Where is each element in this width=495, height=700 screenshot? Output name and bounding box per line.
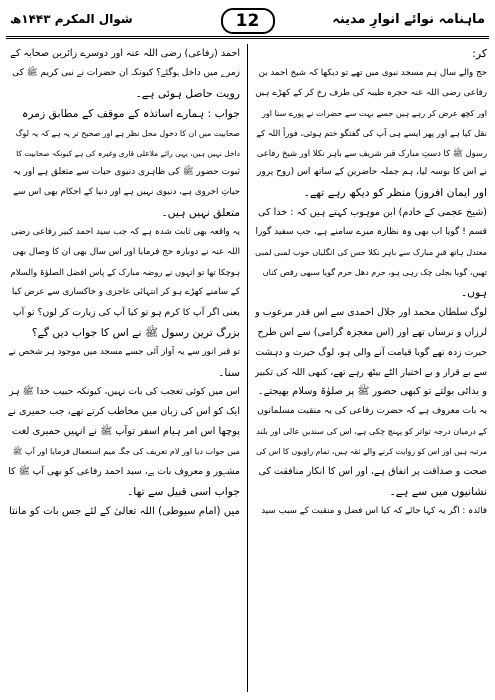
- text-line: اور ایمان افروز) منظر کو دیکھ رہے تھے۔: [303, 186, 487, 200]
- text-line: سے بے قرار و بے اختیار الٹے بیٹھ رہے تھے، کبھی اللہ کی تکبیر: [255, 366, 487, 378]
- text-line: یعنی اگر آپ کا کرم ہو تو کیا آپ کی زیارت کر لوں؟ تو آپ: [12, 306, 240, 318]
- text-line: کے سامنے کھڑے ہو کر انتہائی عاجزی و خاکساری سے عرض کیا: [11, 286, 240, 297]
- issue-date: شوال المکرم ۱۴۴۳ھ: [10, 12, 133, 26]
- text-line: فائدہ : اگر یہ کہا جائے کہ کیا اس فضل و منقبت کے سبب سید: [261, 505, 487, 516]
- column-divider: [247, 44, 248, 692]
- text-line: صحت و صداقت پر اتفاق ہے، اور اس کا انکار منافقت کی: [258, 466, 487, 478]
- text-line: ہوچکا تھا تو انہوں نے روضہ مبارک کے پاس افضل الصلوٰۃ والسلام: [10, 266, 240, 277]
- text-line: لرزاں و ترساں تھے اور (اس معجزہ گرامی) سے اس طرح: [257, 326, 487, 338]
- text-line: اللہ عنہ نے دوبارہ حج فرمایا اور اس سال بھی ان کا وصال بھی: [12, 247, 240, 258]
- text-line: میں جواب دیا اور لام تعریف کی جگہ میم استعمال فرمایا اور آپ ﷺ: [12, 446, 240, 457]
- text-line: قسم ! گویا اب بھی وہ نظارہ میرے سامنے ہے، جب سفید گورا: [255, 227, 487, 238]
- text-line: ثبوت حضور ﷺ کی ظاہری دنیوی حیات سے متعلق ہے اور یہ: [12, 167, 240, 178]
- text-line: متعلق نہیں ہیں۔: [161, 206, 240, 220]
- text-line: یہ بات معروف ہے کہ حضرت رفاعی کی یہ منقبت مسلمانوں: [257, 406, 487, 417]
- text-line: حیاتِ اخروی ہے، دنیوی نہیں ہے اور دنیا کے احکام بھی اس سے: [13, 187, 240, 198]
- text-line: ہوں۔: [460, 285, 487, 299]
- text-line: میں (امام سیوطی) اللہ تعالیٰ کے لئے جس بات کو مانتا: [9, 505, 240, 517]
- text-line: تو قبر انور سے یہ آواز آئی جسے مسجد میں موجود ہر شخص نے: [8, 346, 240, 357]
- text-line: بزرگ ترین رسول ﷺ نے اس کا جواب دیں گے؟: [31, 325, 240, 339]
- page-header: [6, 6, 489, 39]
- text-line: کے درمیان درجہ تواتر کو پہنچ چکی ہے، اس کی سندیں عالی اور بلند: [256, 426, 487, 437]
- text-line: مشہور و معروف بات ہے، سید احمد رفاعی کو بھی آپ ﷺ کا: [8, 466, 240, 478]
- text-line: (شیخ عجمی کے خادم) ابن موہوب کہتے ہیں کہ : خدا کی: [258, 207, 487, 219]
- text-line: یہ واقعہ بھی ثابت شدہ ہے کہ جب سید احمد کبیر رفاعی رضی: [11, 227, 240, 238]
- left-column: [8, 44, 240, 692]
- text-line: صحابیت میں ان کا دخول محل نظر ہے اور صحیح تر یہ ہے کہ یہ لوگ: [15, 128, 240, 138]
- text-line: تھیں، گویا بجلی چک رہی ہو، حرم دھل حرم گویا سبھی رقص کناں: [262, 266, 487, 277]
- text-line: احمد (رفاعی) رضی اللہ عنہ اور دوسرے زائرین صحابہ کے: [10, 48, 240, 59]
- text-line: زمرے میں داخل ہوگئے؟ کیونکہ ان حضرات نے نبی کریم ﷺ کی: [12, 67, 240, 78]
- text-line: رویت حاصل ہوئی ہے۔: [135, 86, 240, 100]
- magazine-title: ماہنامہ نوائے انوارِ مدینہ: [332, 12, 485, 27]
- text-line: کر:: [472, 47, 487, 60]
- text-line: نقل کیا ہے اور پھر ایسے ہی آپ کی گفتگو ختم ہوئی، فوراً اللہ کے: [256, 127, 487, 138]
- text-line: نے اس کا بوسہ لیا، ہم جملہ حاضرین کے ساتھ اس (روح پرور: [257, 167, 487, 178]
- text-line: مرتبہ ہیں اور اس کو روایت کرنے والے ثقہ ہیں، تمام راویوں کا اس کی: [256, 447, 487, 457]
- text-line: رفاعی رضی اللہ عنہ حجرہ طیبہ کی طرف رخ کر کے کھڑے ہیں: [255, 87, 487, 98]
- text-line: و بدائی بولتے تو کبھی حضور ﷺ پر صلوٰۃ وسلام بھیجتے۔: [257, 386, 487, 398]
- text-line: داخل نہیں ہیں، یہی رائے ملاعلی قاری وغیرہ کی ہے کیونکہ صحابیت کا: [16, 148, 240, 158]
- text-line: اس میں کوئی تعجب کی بات نہیں، کیونکہ حبیب خدا ﷺ ہر: [8, 386, 240, 398]
- text-line: سنا۔: [218, 365, 240, 379]
- text-line: اور کچھ عرض کر رہے ہیں جسے بہت سے حضرات نے پورے سنا اور: [261, 107, 487, 118]
- right-column: [255, 44, 487, 692]
- text-line: حیرت زدہ تھے گویا قیامت آنے والی ہو، لوگ حیرت و دہشت: [255, 346, 487, 358]
- text-line: جواب اسی قبیل سے تھا۔: [126, 484, 240, 498]
- text-line: حج والے سال ہم مسجد نبوی میں تھے تو دیکھا کہ شیخ احمد بن: [258, 67, 487, 78]
- text-line: نشانیوں میں سے ہے۔: [389, 484, 487, 498]
- text-line: جواب : ہمارے اساتذہ کے موقف کے مطابق زمرہ: [21, 106, 240, 120]
- page-number: 12: [221, 8, 275, 34]
- text-line: پوچھا اس امر ہیام اسفر توآپ ﷺ نے انہیں حمیری لغت: [11, 426, 240, 438]
- text-line: ایک کو اس کی زبان میں مخاطب کرتے تھے، جب حمیری نے: [8, 406, 240, 418]
- text-line: لوگ سلطان محمد اور جلال احمدی سے اس قدر مرعوب و: [255, 306, 487, 318]
- text-line: معتدل ہاتھ قبرِ مبارک سے باہر نکلا جس کی انگلیاں خوب لمبی لمبی: [255, 247, 487, 258]
- text-line: رسول ﷺ کا دستِ مبارک قبر شریف سے باہر نکلا اور شیخ رفاعی: [256, 147, 487, 158]
